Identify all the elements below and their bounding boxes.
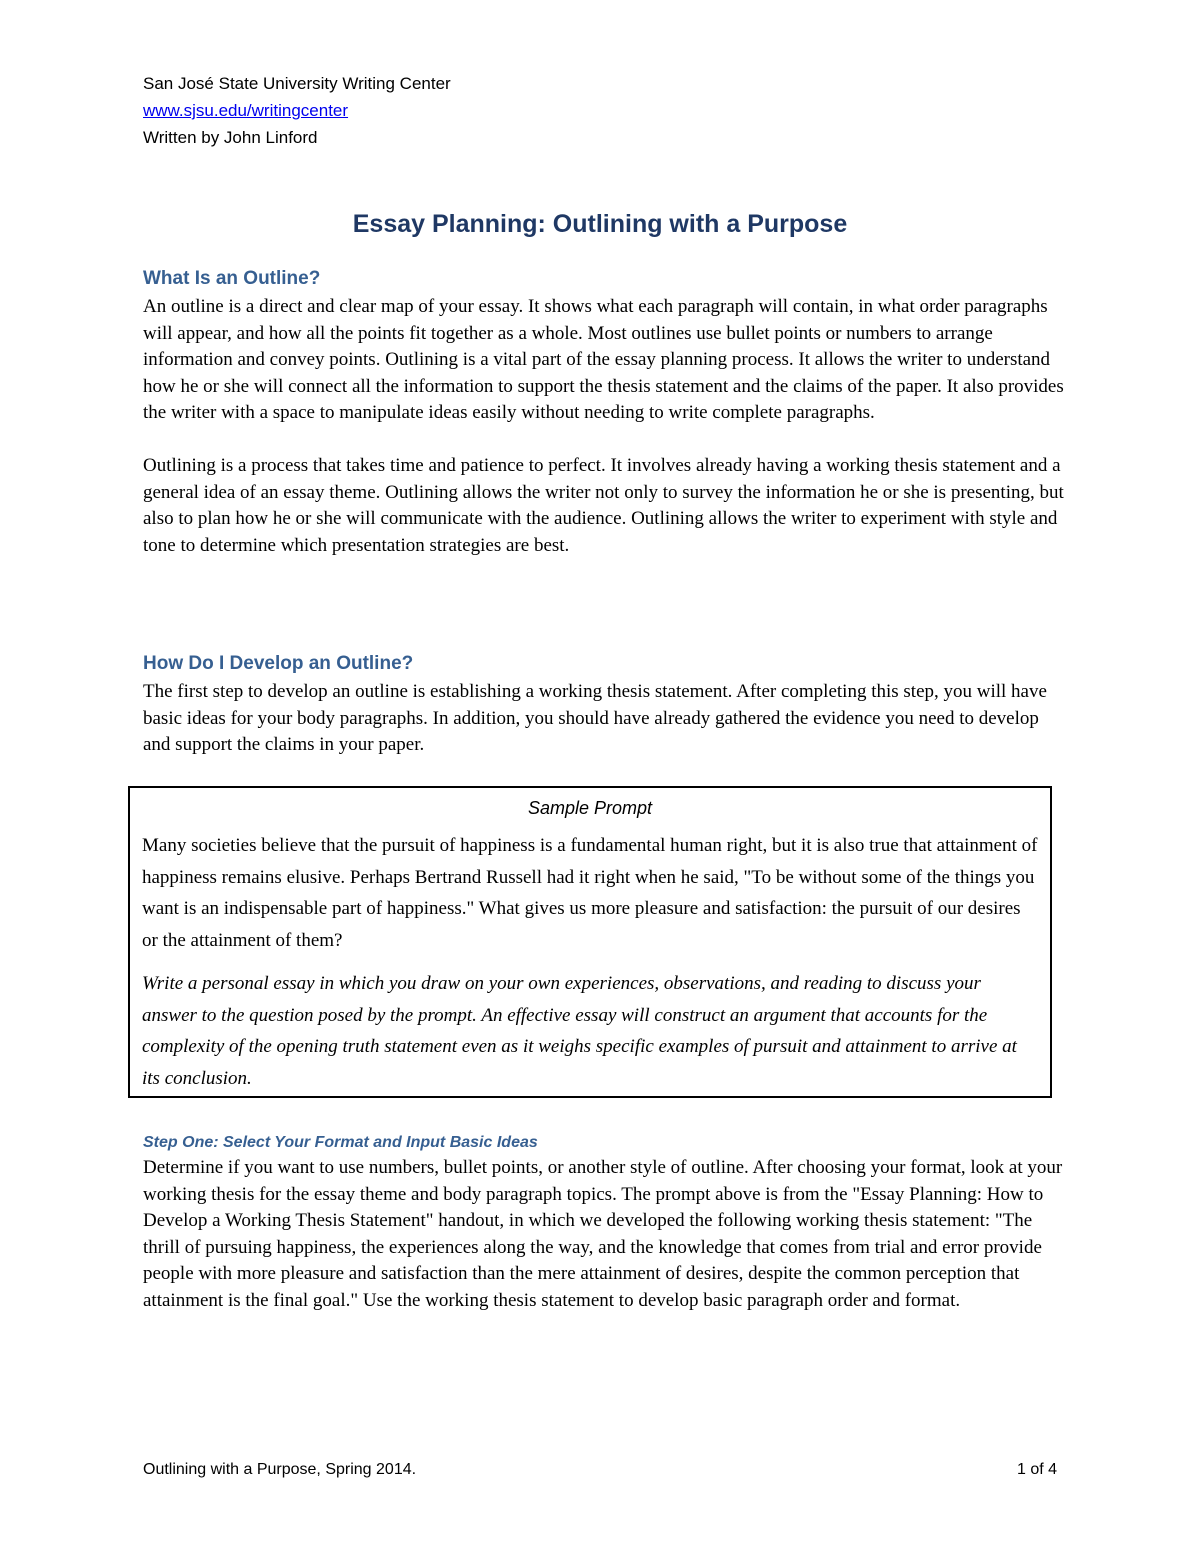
header-author: Written by John Linford — [143, 128, 318, 147]
header-link[interactable]: www.sjsu.edu/writingcenter — [143, 101, 349, 120]
section-heading: What Is an Outline? — [143, 268, 321, 289]
prompt-instructions: Write a personal essay in which you draw on your own experiences, observations, and reading to discuss your answer to the question posed by the prompt. An effective essay will construct an argument that accounts for the complexity of the opening truth statement even as it weighs specific examples of pursuit and attainment to arrive at its conclusion. — [142, 973, 1017, 1089]
section-develop-outline — [143, 651, 1068, 759]
page-header — [143, 70, 451, 151]
paragraph: An outline is a direct and clear map of your essay. It shows what each paragraph will contain, in what order paragraphs will appear, and how all the points fit together as a whole. Most outlines use bullet points or numbers to arrange information and convey points. Outlining is a vital part of the essay planning process. It allows the writer to understand how he or she will connect all the information to support the thesis statement and the claims of the paper. It also provides the writer with a space to manipulate ideas easily without needing to write complete paragraphs. — [143, 296, 1064, 424]
paragraph: The first step to develop an outline is establishing a working thesis statement. After completing this step, you will have basic ideas for your body paragraphs. In addition, you should have already gathered the evidence you need to develop and support the claims in your paper. — [143, 681, 1047, 756]
sample-prompt-box — [128, 786, 1052, 1098]
section-step-one — [143, 1131, 1068, 1315]
page-number: 1 of 4 — [1016, 1461, 1057, 1478]
section-what-is-outline — [143, 266, 1068, 559]
header-org: San José State University Writing Center — [143, 74, 451, 93]
prompt-text: Many societies believe that the pursuit of happiness is a fundamental human right, but it is also true that attainment of happiness remains elusive. Perhaps Bertrand Russell had it right when he said, "To be without some of the things you want is an indispensable part of happiness." What gives us more pleasure and satisfaction: the pursuit of our desires or the attainment of them? — [142, 835, 1038, 951]
footer-title: Outlining with a Purpose, Spring 2014. — [143, 1461, 417, 1478]
document-title: Essay Planning: Outlining with a Purpose — [352, 210, 848, 238]
step-heading: Step One: Select Your Format and Input Basic Ideas — [143, 1134, 538, 1151]
section-heading: How Do I Develop an Outline? — [143, 653, 414, 674]
prompt-title: Sample Prompt — [527, 798, 653, 818]
paragraph: Outlining is a process that takes time and patience to perfect. It involves already having a working thesis statement and a general idea of an essay theme. Outlining allows the writer not only to survey the information he or she is presenting, but also to plan how he or she will communicate with the audience. Outlining allows the writer to experiment with style and tone to determine which presentation strategies are best. — [143, 454, 1064, 556]
paragraph: Determine if you want to use numbers, bullet points, or another style of outline. After choosing your format, look at your working thesis for the essay theme and body paragraph topics. The prompt above is from the "Essay Planning: How to Develop a Working Thesis Statement" handout, in which we developed the following working thesis statement: "The thrill of pursuing happiness, the experiences along the way, and the knowledge that comes from trial and error provide people with more pleasure and satisfaction than the mere attainment of desires, despite the common perception that attainment is the final goal." Use the working thesis statement to develop basic paragraph order and format. — [143, 1157, 1063, 1311]
